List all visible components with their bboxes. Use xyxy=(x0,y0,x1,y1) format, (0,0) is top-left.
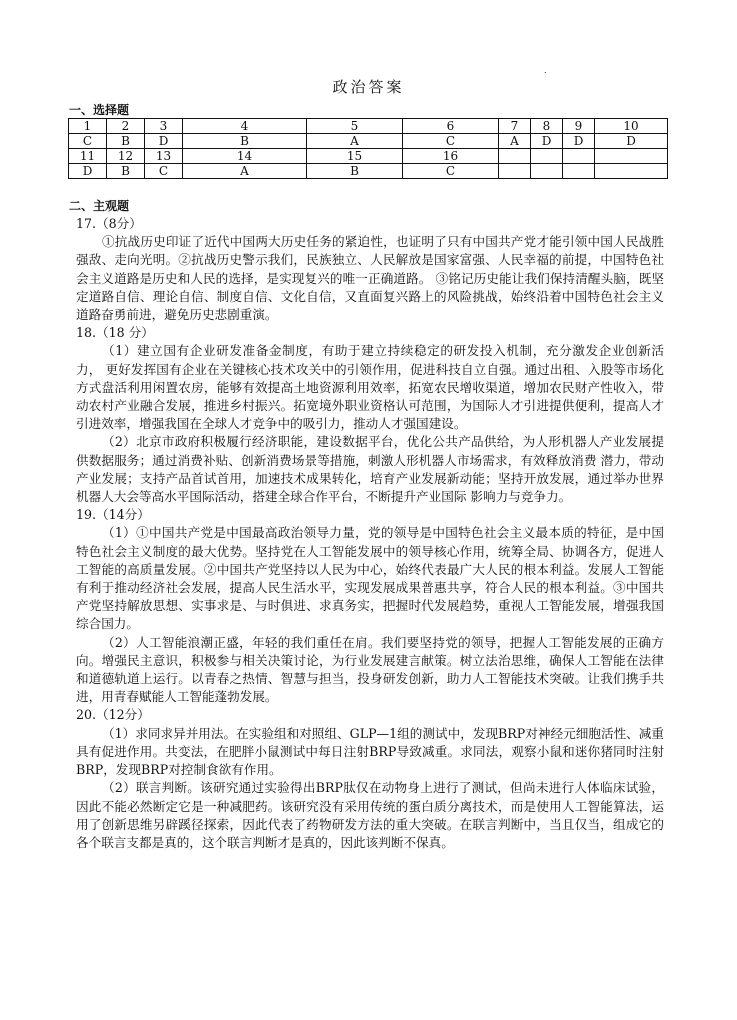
question-18-answer-2: （2）北京市政府积极履行经济职能，建设数据平台，优化公共产品供给，为人形机器人产业发展提 供数据服务；通过消费补贴、创新消费场景等措施，刺激人形机器人市场需求，有效释放消费 潜力，带动产业发展；支持产品首试首用，加速技术成果转化，培育产业发展新动能；坚持开放发展，通过举办世界机器人大会等高水平国际活动，搭建全球合作平台，不断提升产业国际 影响力与竞争力。 xyxy=(76,434,664,505)
table-cell: D xyxy=(145,134,183,149)
table-row-numbers-1 xyxy=(69,119,668,134)
table-cell: A xyxy=(307,134,403,149)
question-19-heading: 19.（14分） xyxy=(76,507,150,523)
table-cell: 15 xyxy=(307,149,403,164)
scan-mark: . xyxy=(544,66,547,75)
table-row-answers-1 xyxy=(69,134,668,149)
table-cell: 12 xyxy=(107,149,145,164)
table-cell: C xyxy=(403,134,499,149)
question-18-heading: 18.（18 分） xyxy=(76,325,154,341)
table-cell xyxy=(563,164,595,179)
table-cell: A xyxy=(499,134,531,149)
table-cell: D xyxy=(595,134,668,149)
table-cell: 9 xyxy=(563,119,595,134)
table-cell: D xyxy=(531,134,563,149)
page-title: 政治答案 xyxy=(332,78,405,96)
table-cell: 16 xyxy=(403,149,499,164)
table-cell: 13 xyxy=(145,149,183,164)
table-cell xyxy=(563,149,595,164)
table-cell: 6 xyxy=(403,119,499,134)
table-cell xyxy=(499,149,531,164)
answer-body xyxy=(76,215,664,852)
table-cell: 5 xyxy=(307,119,403,134)
question-19-answer-1: （1）①中国共产党是中国最高政治领导力量，党的领导是中国特色社会主义最本质的特征，是中国特色社会主义制度的最大优势。坚持党在人工智能发展中的领导核心作用，统筹全局、协调各方，促进人工智能的高质量发展。②中国共产党坚持以人民为中心，始终代表最广大人民的根本利益。发展人工智能有利于推动经济社会发展，提高人民生活水平，实现发展成果普惠共享，符合人民的根本利益。③中国共产党坚持解放思想、实事求是、与时俱进、求真务实，把握时代发展趋势，重视人工智能发展，增强我国综合国力。 xyxy=(76,525,664,632)
table-cell: 2 xyxy=(107,119,145,134)
table-row-numbers-2 xyxy=(69,149,668,164)
table-cell: C xyxy=(145,164,183,179)
section-heading-subjective: 二、主观题 xyxy=(69,199,130,213)
table-cell xyxy=(499,164,531,179)
answer-table xyxy=(68,118,668,179)
table-cell: B xyxy=(107,164,145,179)
question-20-heading: 20.（12分） xyxy=(76,707,150,723)
table-cell: 3 xyxy=(145,119,183,134)
table-cell: B xyxy=(307,164,403,179)
table-cell: B xyxy=(107,134,145,149)
table-cell: 10 xyxy=(595,119,668,134)
section-heading-choice: 一、选择题 xyxy=(69,103,130,117)
question-18-answer-1: （1）建立国有企业研发准备金制度，有助于建立持续稳定的研发投入机制，充分激发企业创新活力， 更好发挥国有企业在关键核心技术攻关中的引领作用，促进科技自立自强。通过出租、入股等市场化方式盘活利用闲置农房，能够有效提高土地资源利用效率，拓宽农民增收渠道，增加农民财产性收入，带动农村产业融合发展，推进乡村振兴。拓宽境外职业资格认可范围，为国际人才引进提供便利，提高人才引进效率，增强我国在全球人才竞争中的吸引力，推动人才强国建设。 xyxy=(76,343,664,432)
table-cell: A xyxy=(183,164,307,179)
table-cell xyxy=(531,164,563,179)
table-cell: 4 xyxy=(183,119,307,134)
table-cell: 11 xyxy=(69,149,107,164)
table-cell: 7 xyxy=(499,119,531,134)
table-cell xyxy=(531,149,563,164)
table-cell: C xyxy=(69,134,107,149)
table-cell: 14 xyxy=(183,149,307,164)
table-cell xyxy=(595,164,668,179)
question-17-heading: 17.（8分） xyxy=(76,216,142,231)
question-20-answer-1: （1）求同求异并用法。在实验组和对照组、GLP—1组的测试中，发现BRP对神经元细胞活性、减重具有促进作用。共变法，在肥胖小鼠测试中每日注射BRP导致减重。求同法，观察小鼠和迷你猪同时注射BRP，发现BRP对控制食欲有作用。 xyxy=(76,725,664,778)
question-20-answer-2: （2）联言判断。该研究通过实验得出BRP肽仅在动物身上进行了测试，但尚未进行人体临床试验，因此不能必然断定它是一种减肥药。该研究没有采用传统的蛋白质分离技术，而是使用人工智能算法，运用了创新思维另辟蹊径探索，因此代表了药物研发方法的重大突破。在联言判断中，当且仅当，组成它的各个联言支都是真的，这个联言判断才是真的，因此该判断不保真。 xyxy=(76,780,664,850)
table-cell: B xyxy=(183,134,307,149)
question-17-answer: ①抗战历史印证了近代中国两大历史任务的紧迫性，也证明了只有中国共产党才能引领中国人民战胜强敌、走向光明。②抗战历史警示我们，民族独立、人民解放是国家富强、人民幸福的前提，中国特色社会主义道路是历史和人民的选择，是实现复兴的唯一正确道路。 ③铭记历史能让我们保持清醒头脑，既坚定道路自信、理论自信、制度自信、文化自信，又直面复兴路上的风险挑战，始终沿着中国特色社会主义道路奋勇前进，避免历史悲剧重演。 xyxy=(76,234,664,323)
table-cell: 8 xyxy=(531,119,563,134)
table-row-answers-2 xyxy=(69,164,668,179)
table-cell: D xyxy=(69,164,107,179)
table-cell: C xyxy=(403,164,499,179)
question-19-answer-2: （2）人工智能浪潮正盛，年轻的我们重任在肩。我们要坚持党的领导，把握人工智能发展的正确方向。增强民主意识，积极参与相关决策讨论，为行业发展建言献策。树立法治思维，确保人工智能在法律和道德轨道上运行。以青春之热情、智慧与担当，投身研发创新，助力人工智能技术突破。让我们携手共进，用青春赋能人工智能蓬勃发展。 xyxy=(76,634,664,705)
table-cell: 1 xyxy=(69,119,107,134)
table-cell xyxy=(595,149,668,164)
table-cell: D xyxy=(563,134,595,149)
